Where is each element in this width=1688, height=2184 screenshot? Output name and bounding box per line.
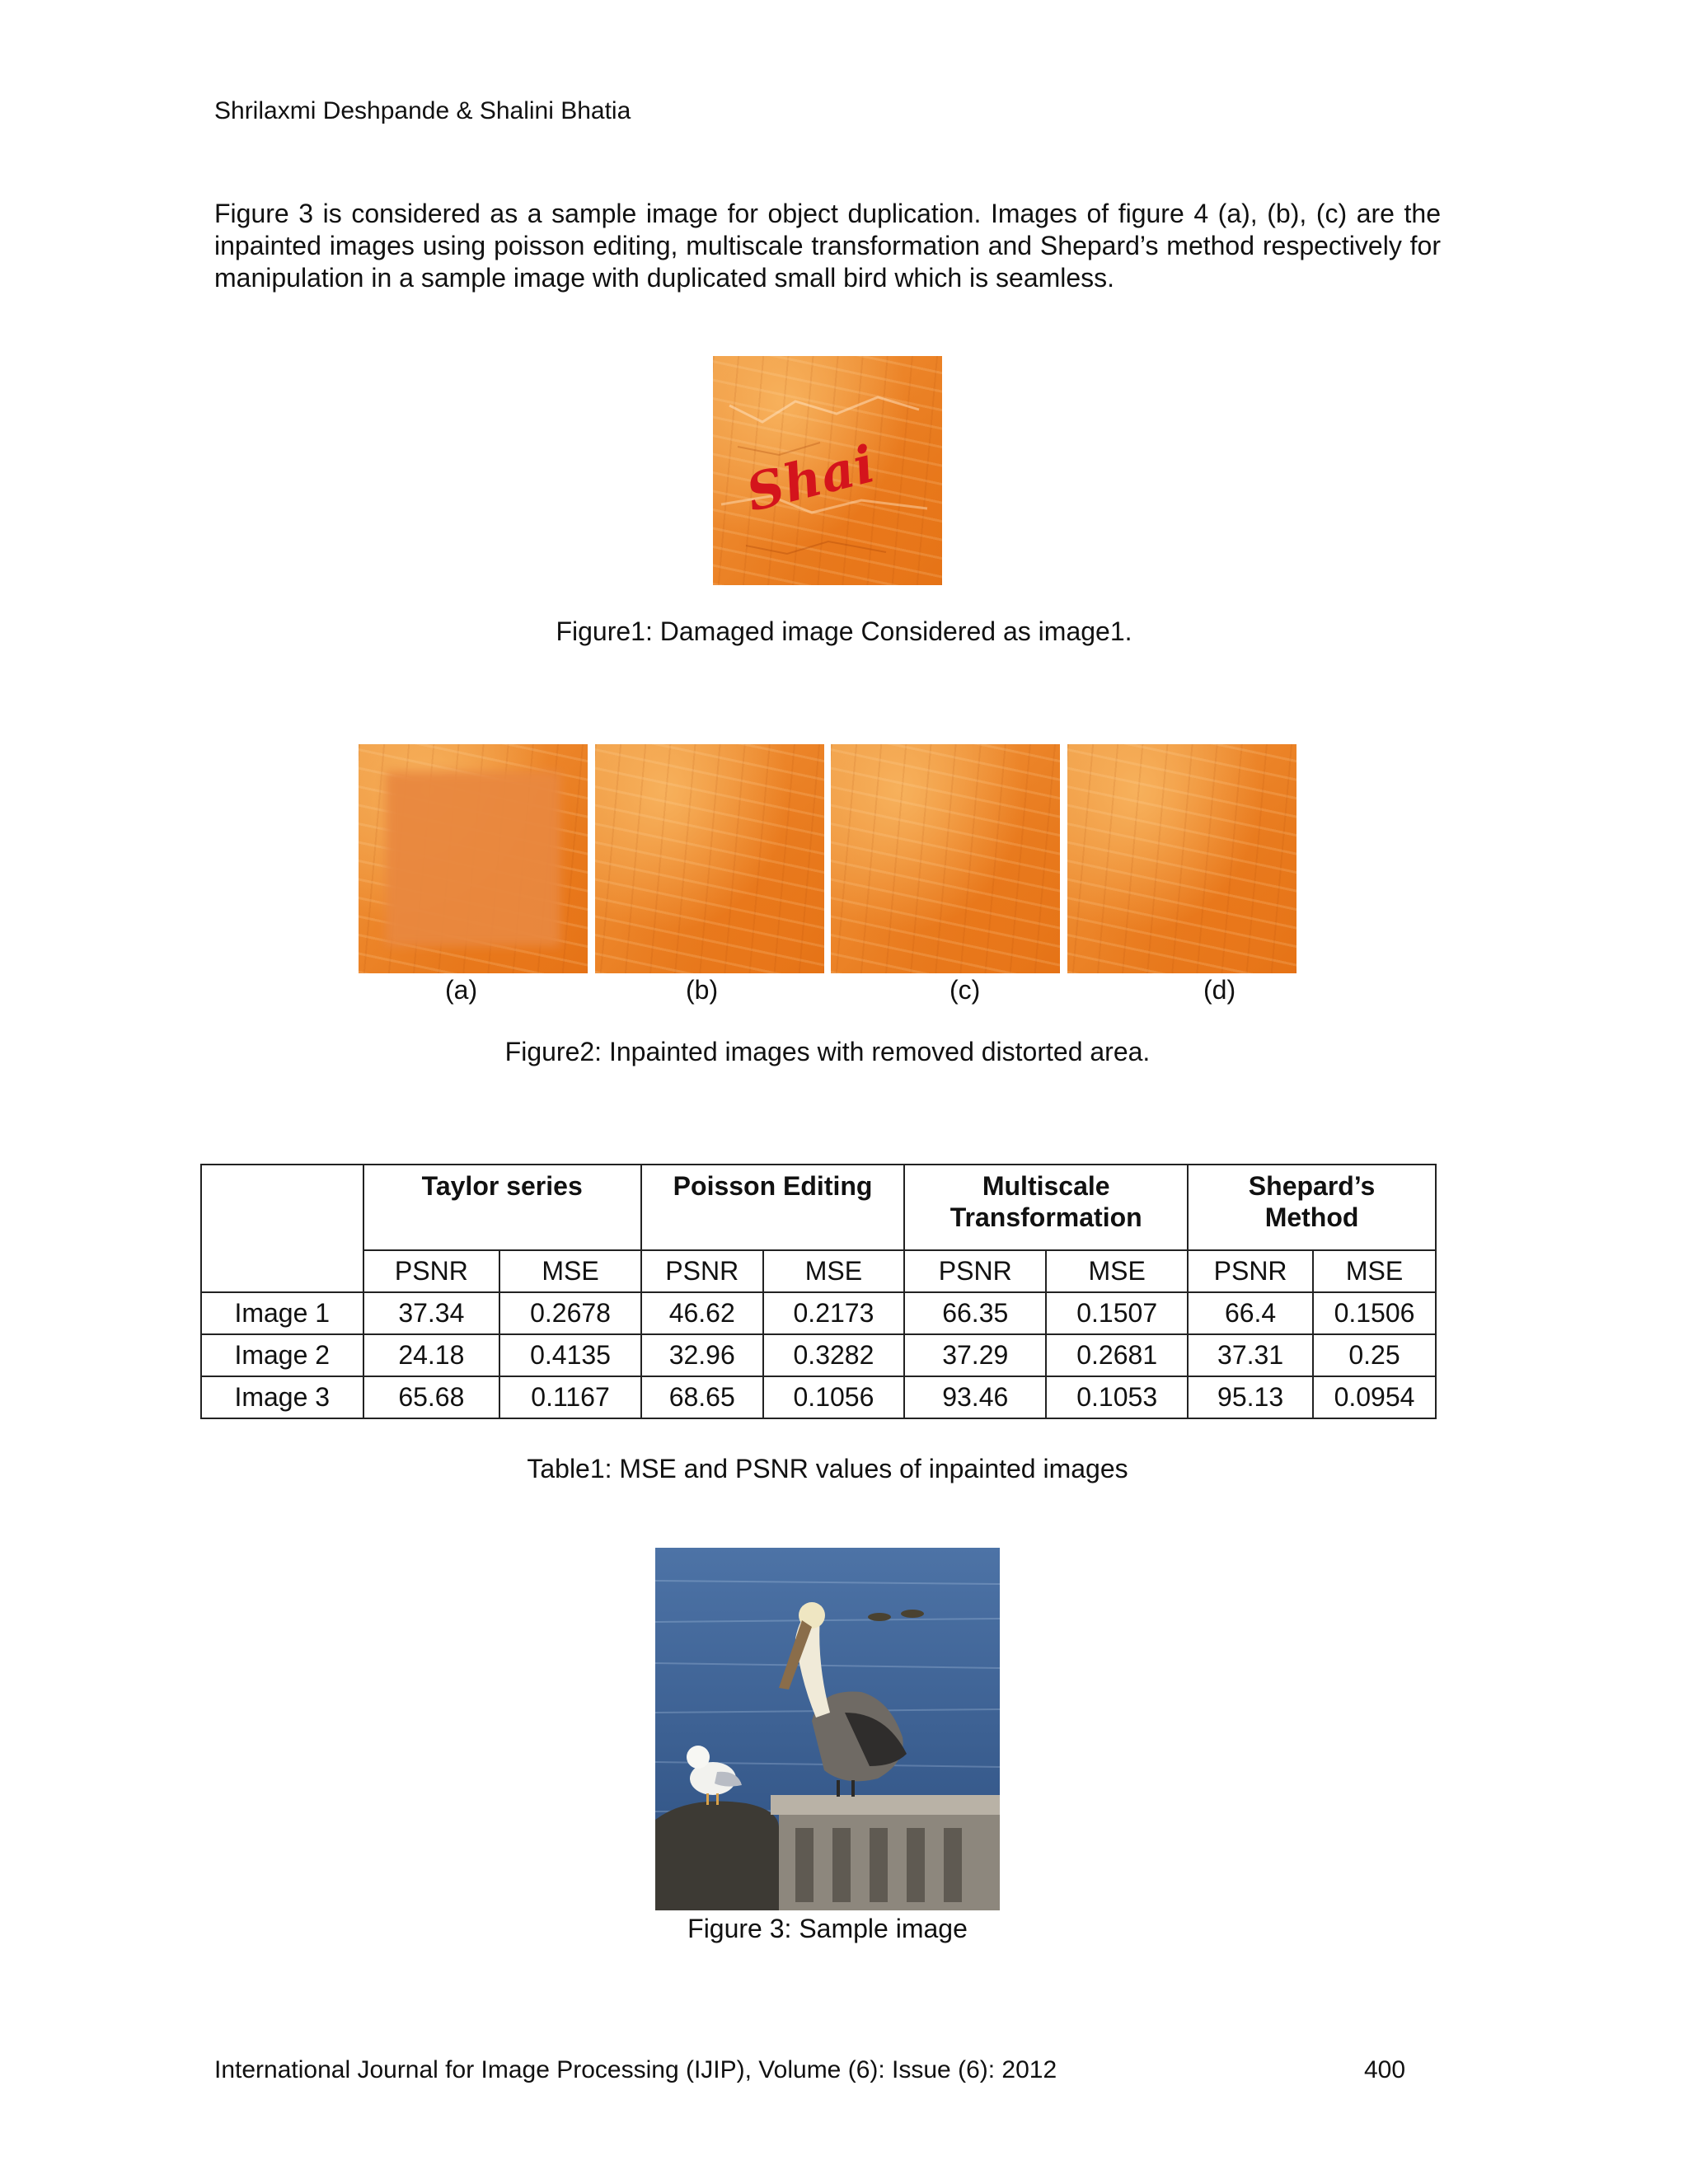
- figure2c-image: [831, 744, 1060, 973]
- page-number: 400: [1364, 2056, 1406, 2083]
- figure1-painted-text: Shai: [740, 434, 882, 523]
- table-cell: 0.4135: [499, 1334, 641, 1376]
- table-subheader-mse: MSE: [763, 1250, 905, 1292]
- results-table: [200, 1164, 1437, 1419]
- figure2d-image: [1067, 744, 1296, 973]
- table-cell: 65.68: [363, 1376, 500, 1418]
- table-row-label: Image 1: [201, 1292, 363, 1334]
- table-cell: 0.1056: [763, 1376, 905, 1418]
- table-method-header-row: [201, 1165, 1436, 1250]
- table-cell: 68.65: [641, 1376, 763, 1418]
- table-cell: 0.25: [1313, 1334, 1436, 1376]
- table-row: [201, 1334, 1436, 1376]
- body-paragraph: Figure 3 is considered as a sample image for object duplication. Images of figure 4 (a), (b), (c) are the inpainted images using poisson editing, multiscale transformation and Shepard’s method respectively for manipulation in a sample image with duplicated small bird which is seamless.: [214, 199, 1441, 293]
- table-cell: 0.3282: [763, 1334, 905, 1376]
- figure2-label-b: (b): [686, 975, 719, 1005]
- figure2a-blurred-region: [386, 771, 560, 945]
- table-subheader-psnr: PSNR: [641, 1250, 763, 1292]
- table-cell: 0.0954: [1313, 1376, 1436, 1418]
- table-cell: 93.46: [904, 1376, 1046, 1418]
- table-row-label: Image 2: [201, 1334, 363, 1376]
- table-cell: 32.96: [641, 1334, 763, 1376]
- table-cell: 0.1507: [1046, 1292, 1188, 1334]
- table-cell: 66.35: [904, 1292, 1046, 1334]
- table-caption: Table1: MSE and PSNR values of inpainted images: [527, 1454, 1128, 1483]
- table-subheader-row: [201, 1250, 1436, 1292]
- figure2-caption: Figure2: Inpainted images with removed distorted area.: [504, 1037, 1151, 1066]
- table-header-taylor: Taylor series: [363, 1165, 641, 1250]
- table-cell: 0.1053: [1046, 1376, 1188, 1418]
- figure2-label-a: (a): [445, 975, 478, 1005]
- table-corner-cell: [201, 1165, 363, 1292]
- table-subheader-mse: MSE: [1046, 1250, 1188, 1292]
- table-subheader-psnr: PSNR: [363, 1250, 500, 1292]
- figure1-damaged-image: [713, 356, 942, 585]
- table-header-multiscale: Multiscale Transformation: [904, 1165, 1188, 1250]
- table-row: [201, 1292, 1436, 1334]
- figure2a-image: [359, 744, 588, 973]
- table-cell: 0.1167: [499, 1376, 641, 1418]
- table-row-label: Image 3: [201, 1376, 363, 1418]
- figure3-sample-image: [655, 1548, 1000, 1910]
- table-subheader-mse: MSE: [499, 1250, 641, 1292]
- running-header: Shrilaxmi Deshpande & Shalini Bhatia: [214, 97, 631, 124]
- figure2-label-d: (d): [1203, 975, 1236, 1005]
- table-cell: 37.31: [1188, 1334, 1313, 1376]
- table-row: [201, 1376, 1436, 1418]
- figure1-caption: Figure1: Damaged image Considered as image1.: [556, 616, 1132, 646]
- figure2b-image: [595, 744, 824, 973]
- table-cell: 0.2681: [1046, 1334, 1188, 1376]
- table-cell: 24.18: [363, 1334, 500, 1376]
- figure3-caption: Figure 3: Sample image: [687, 1914, 968, 1943]
- table-subheader-psnr: PSNR: [1188, 1250, 1313, 1292]
- table-cell: 37.29: [904, 1334, 1046, 1376]
- table-subheader-psnr: PSNR: [904, 1250, 1046, 1292]
- table-cell: 46.62: [641, 1292, 763, 1334]
- table-cell: 0.2678: [499, 1292, 641, 1334]
- figure3-illustration: [655, 1548, 1000, 1910]
- table-header-shepard: Shepard’s Method: [1188, 1165, 1436, 1250]
- table-cell: 66.4: [1188, 1292, 1313, 1334]
- journal-footer: International Journal for Image Processing (IJIP), Volume (6): Issue (6): 2012: [214, 2056, 1057, 2083]
- table-cell: 0.2173: [763, 1292, 905, 1334]
- table-header-poisson: Poisson Editing: [641, 1165, 904, 1250]
- table-cell: 0.1506: [1313, 1292, 1436, 1334]
- table-cell: 95.13: [1188, 1376, 1313, 1418]
- table-subheader-mse: MSE: [1313, 1250, 1436, 1292]
- table-cell: 37.34: [363, 1292, 500, 1334]
- figure2-label-c: (c): [950, 975, 981, 1005]
